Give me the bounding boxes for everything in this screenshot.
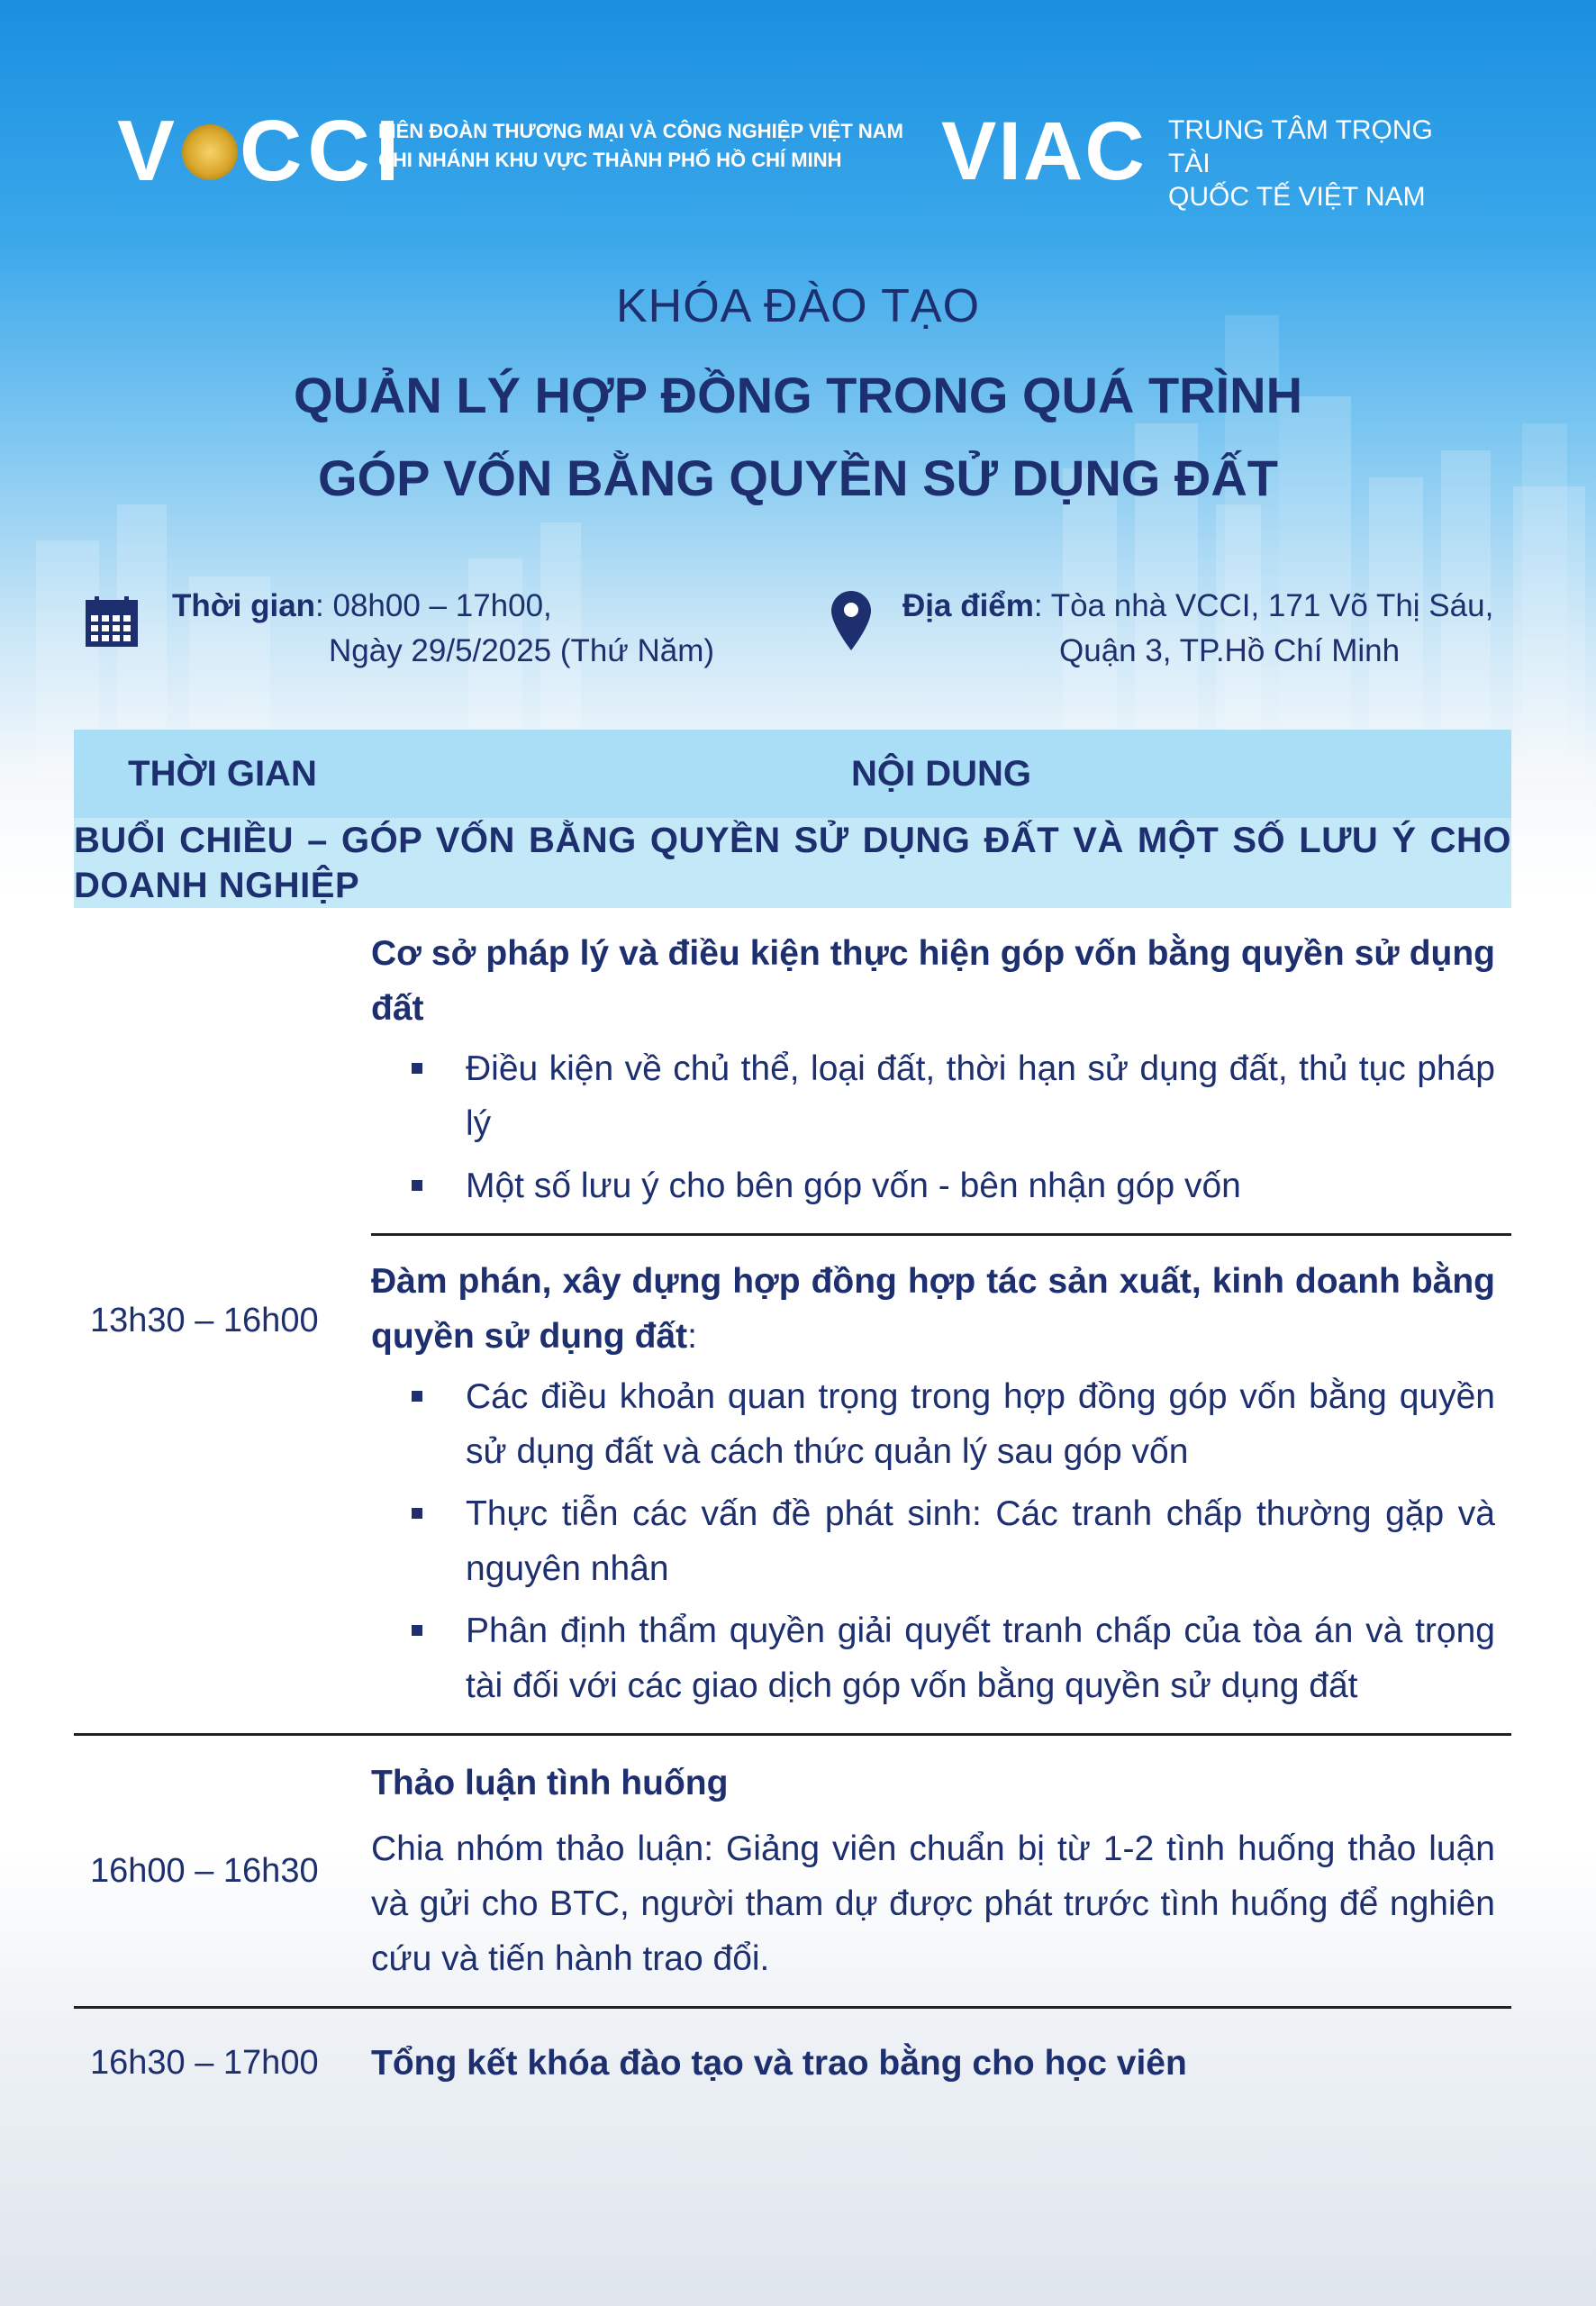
row-content (371, 908, 1511, 1735)
vcci-organization-name (378, 117, 903, 175)
course-title-line2: GÓP VỐN BẰNG QUYỀN SỬ DỤNG ĐẤT (318, 449, 1278, 506)
session-title: BUỔI CHIỀU – GÓP VỐN BẰNG QUYỀN SỬ DỤNG ĐẤT VÀ MỘT SỐ LƯU Ý CHO DOANH NGHIỆP (74, 818, 1511, 908)
topic-bullet-list (371, 1369, 1495, 1713)
map-pin-icon (831, 591, 871, 650)
schedule-table (74, 730, 1511, 2117)
place-info (902, 584, 1493, 674)
table-row (74, 2008, 1511, 2118)
topic-title: Thảo luận tình huống (371, 1764, 729, 1802)
event-info (86, 584, 1510, 674)
list-item: Các điều khoản quan trọng trong hợp đồng góp vốn bằng quyền sử dụng đất và cách thức quản lý sau góp vốn (371, 1369, 1495, 1479)
place-label: Địa điểm (902, 588, 1034, 623)
topic-bullet-list (371, 1041, 1495, 1213)
table-row (74, 908, 1511, 1735)
viac-logo: VIAC (941, 105, 1147, 197)
topic-description: Chia nhóm thảo luận: Giảng viên chuẩn bị từ 1-2 tình huống thảo luận và gửi cho BTC, người tham dự được phát trước tình huống để nghiên cứu và tiến hành trao đổi. (371, 1829, 1495, 1978)
viac-name-line1: TRUNG TÂM TRỌNG TÀI (1168, 115, 1433, 178)
topic-block (371, 1236, 1511, 1733)
place-value-line1: : Tòa nhà VCCI, 171 Võ Thị Sáu, (1033, 588, 1494, 623)
time-label: Thời gian (172, 588, 316, 623)
topic-block (371, 908, 1511, 1236)
time-info (172, 584, 714, 674)
vcci-logo: V CCI (117, 103, 405, 199)
topic-title (371, 1254, 1495, 1364)
list-item: Một số lưu ý cho bên góp vốn - bên nhận góp vốn (371, 1158, 1495, 1213)
topic-title: Cơ sở pháp lý và điều kiện thực hiện góp vốn bằng quyền sử dụng đất (371, 934, 1495, 1028)
list-item: Thực tiễn các vấn đề phát sinh: Các tranh chấp thường gặp và nguyên nhân (371, 1486, 1495, 1596)
table-header-row (74, 730, 1511, 818)
header-logos (117, 103, 1479, 212)
course-title-line1: QUẢN LÝ HỢP ĐỒNG TRONG QUÁ TRÌNH (293, 367, 1303, 423)
vcci-seal-icon (182, 124, 238, 180)
place-value-line2: Quận 3, TP.Hồ Chí Minh (1059, 633, 1401, 668)
topic-title-colon: : (687, 1317, 697, 1356)
col-header-content: NỘI DUNG (371, 730, 1511, 818)
list-item: Phân định thẩm quyền giải quyết tranh chấp của tòa án và trọng tài đối với các giao dịch góp vốn bằng quyền sử dụng đất (371, 1603, 1495, 1713)
row-time: 16h00 – 16h30 (74, 1735, 371, 2008)
col-header-time: THỜI GIAN (74, 730, 371, 818)
time-value-line1: : 08h00 – 17h00, (315, 588, 552, 623)
course-kicker: KHÓA ĐÀO TẠO (615, 280, 981, 332)
row-time: 13h30 – 16h00 (74, 908, 371, 1735)
row-time: 16h30 – 17h00 (90, 2043, 319, 2082)
session-row (74, 818, 1511, 908)
viac-name-line2: QUỐC TẾ VIỆT NAM (1168, 182, 1426, 212)
viac-organization-name (1168, 113, 1479, 213)
calendar-icon (86, 596, 138, 647)
time-value-line2: Ngày 29/5/2025 (Thứ Năm) (329, 633, 715, 668)
topic-title: Tổng kết khóa đào tạo và trao bằng cho học viên (371, 2043, 1187, 2083)
topic-title-text: Đàm phán, xây dựng hợp đồng hợp tác sản xuất, kinh doanh bằng quyền sử dụng đất (371, 1262, 1495, 1356)
row-content (371, 2008, 1511, 2118)
vcci-name-line1: LIÊN ĐOÀN THƯƠNG MẠI VÀ CÔNG NGHIỆP VIỆT NAM (378, 120, 903, 142)
row-content (371, 1735, 1511, 2008)
list-item: Điều kiện về chủ thể, loại đất, thời hạn sử dụng đất, thủ tục pháp lý (371, 1041, 1495, 1151)
table-row (74, 1735, 1511, 2008)
vcci-name-line2: CHI NHÁNH KHU VỰC THÀNH PHỐ HỒ CHÍ MINH (378, 149, 842, 171)
course-heading (0, 275, 1596, 520)
